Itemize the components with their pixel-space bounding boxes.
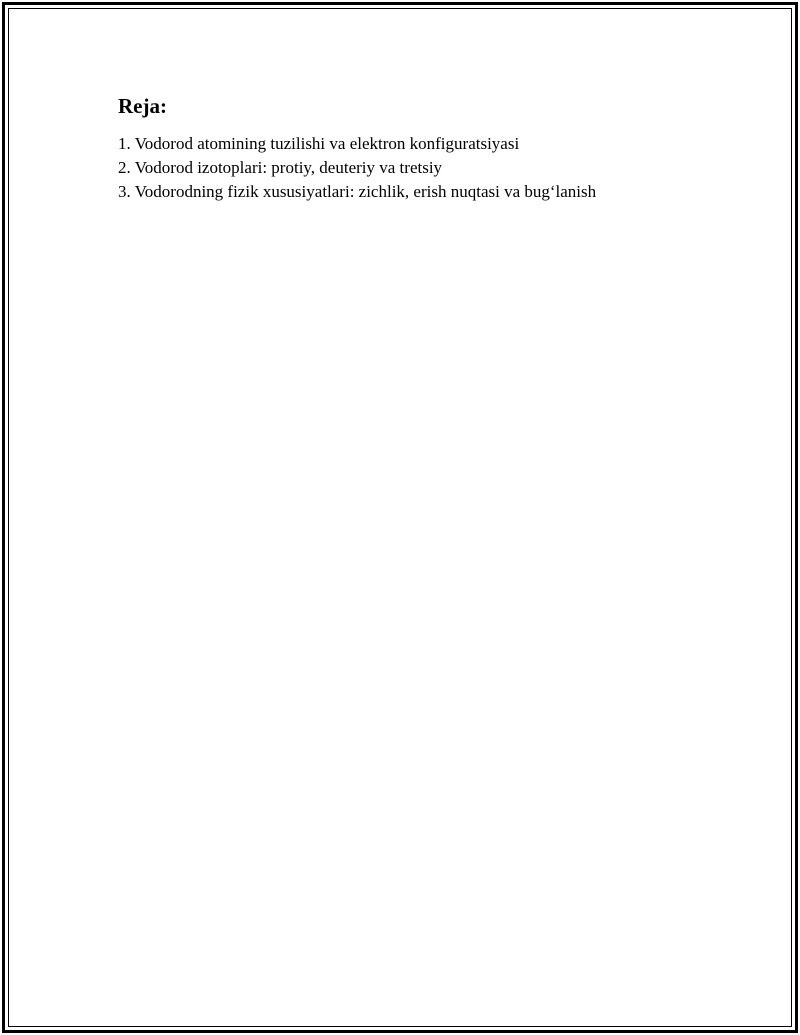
plan-item-1: 1. Vodorod atomining tuzilishi va elektron konfiguratsiyasi [118,134,520,153]
page-content [118,92,718,204]
plan-item-3: 3. Vodorodning fizik xususiyatlari: zichlik, erish nuqtasi va bug‘lanish [118,182,597,201]
plan-heading: Reja: [118,94,167,118]
plan-list [118,132,718,204]
plan-item-2: 2. Vodorod izotoplari: protiy, deuteriy va tretsiy [118,158,443,177]
